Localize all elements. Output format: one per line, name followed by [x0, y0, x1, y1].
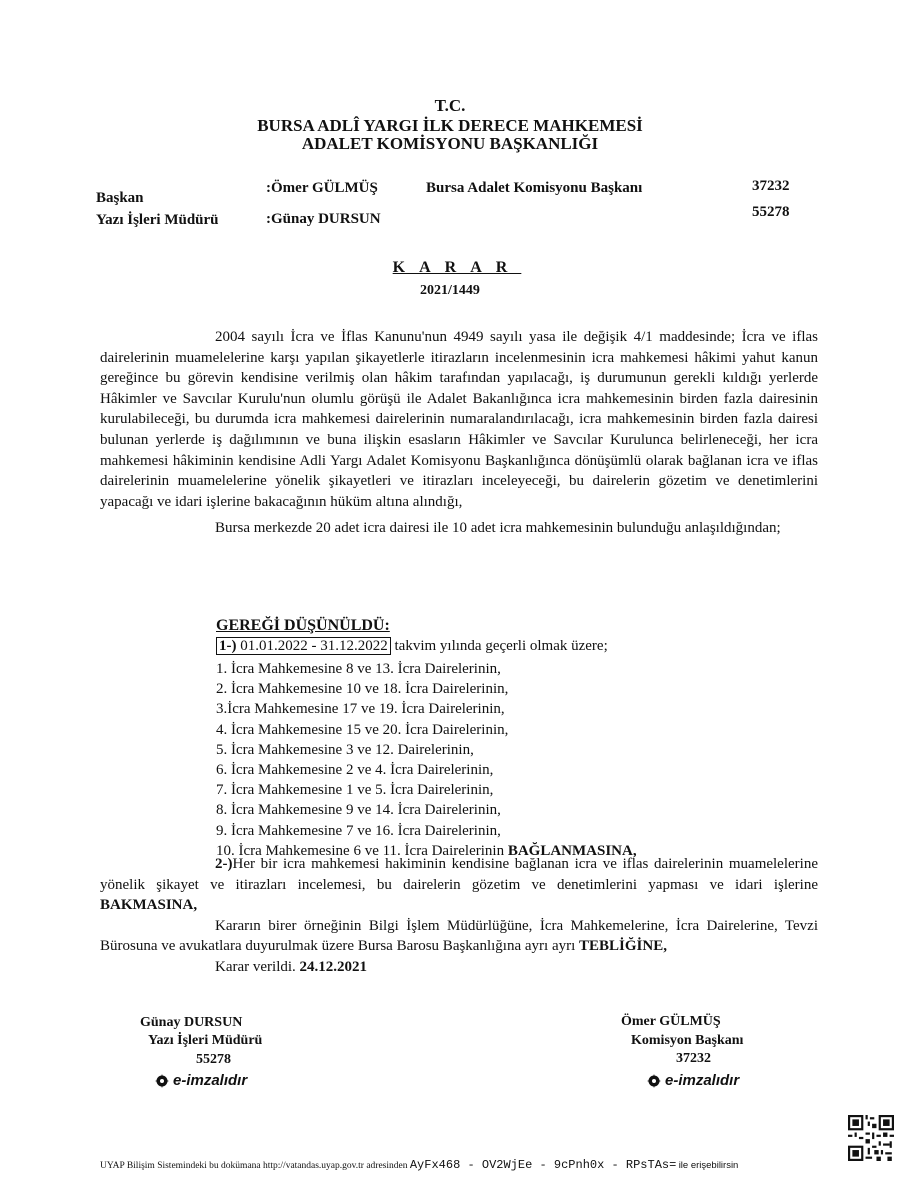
resolution-heading: GEREĞİ DÜŞÜNÜLDÜ: [216, 617, 390, 634]
right-signature-title: Komisyon Başkanı [631, 1033, 744, 1048]
qr-code-icon [848, 1115, 894, 1161]
right-signature-number: 37232 [676, 1051, 711, 1066]
header-tc: T.C. [434, 96, 466, 115]
list-item: 2. İcra Mahkemesine 10 ve 18. İcra Dairelerinin, [216, 681, 509, 698]
item-1-rest: takvim yılında geçerli olmak üzere; [390, 638, 608, 654]
clerk-number: 55278 [752, 204, 790, 220]
item-10-bold: BAĞLANMASINA, [507, 842, 637, 859]
item-2-paragraph [100, 854, 818, 916]
item-2-text: Her bir icra mahkemesi hakiminin kendisine bağlanan icra ve iflas dairelerinin muamelelerine yönelik şikayet ve itirazları incelemesi, bu dairelerin gözetim ve denetimlerini yapması ve idari işlerine [100, 856, 818, 893]
right-esign-label: e-imzalıdır [665, 1072, 740, 1089]
preamble-paragraph-2: Bursa merkezde 20 adet icra dairesi ile 10 adet icra mahkemesinin bulunduğu anlaşıldığından; [215, 520, 781, 537]
footer-text-end: ile erişebilirsin [678, 1160, 739, 1171]
clerk-name: :Günay DURSUN [266, 211, 381, 227]
footer-verification-code: AyFx468 - OV2WjEe - 9cPnh0x - RPsTAs= [409, 1158, 677, 1172]
footer [100, 1158, 738, 1172]
right-signature-name: Ömer GÜLMÜŞ [621, 1014, 721, 1029]
item-1-label: 1-) [219, 638, 237, 654]
preamble-paragraph-1: 2004 sayılı İcra ve İflas Kanunu'nun 4949 sayılı yasa ile değişik 4/1 maddesinde; İcra ve iflas dairelerinin muamelelerine karşı yapılan şikayetlerle itirazların incelenmesinin icra mahkemesi hâkimi yahut kanun gereğince bu görevin kendisine verilmiş olan hâkim tarafından yapılacağı, iş durumunun gerekli kıldığı yerlerde Hâkimler ve Savcılar Kurulu'nun olumlu görüşü ile Adalet Bakanlığınca icra mahkemesinin birden fazla dairesinin kurulabileceği, bu durumda icra mahkemesi dairelerinin numaralandırılacağı, icra mahkemesinin birden fazla dairesi bulunan yerlerde iş dağılımının ve buna ilişkin esasların Hâkimler ve Savcılar Kurulunca belirleneceği, her icra mahkemesi hâkiminin kendisine Adli Yargı Adalet Komisyonu Başkanlığınca dönüşümlü olarak bağlanan icra ve iflas dairelerinin muamelelerine yönelik şikayetleri ve itirazları inceleyeceği, bu dairelerin gözetim ve denetimlerini yapacağı ve idari işlerine bakacağının hüküm altına alındığı, [100, 329, 818, 510]
item-2-label: 2-) [215, 856, 233, 872]
list-item: 8. İcra Mahkemesine 9 ve 14. İcra Dairelerinin, [216, 802, 501, 819]
decision-date-line [100, 957, 818, 978]
preamble [100, 327, 818, 539]
item-1-box [216, 637, 391, 655]
notification-text: Kararın birer örneğinin Bilgi İşlem Müdürlüğüne, İcra Mahkemelerine, İcra Dairelerine, Tevzi Bürosuna ve avukatlara duyurulmak üzere Bursa Barosu Başkanlığına ayrı ayrı [100, 917, 818, 955]
left-signature-name: Günay DURSUN [140, 1015, 243, 1030]
item-1-dates: 01.01.2022 - 31.12.2022 [236, 638, 388, 654]
clerk-role: Yazı İşleri Müdürü [96, 212, 219, 228]
left-esign-label: e-imzalıdır [173, 1072, 248, 1089]
footer-text: UYAP Bilişim Sistemindeki bu dokümana http://vatandas.uyap.gov.tr adresinden [100, 1161, 408, 1171]
left-signature-title: Yazı İşleri Müdürü [148, 1033, 263, 1048]
list-item: 6. İcra Mahkemesine 2 ve 4. İcra Dairelerinin, [216, 762, 494, 779]
president-title: Bursa Adalet Komisyonu Başkanı [426, 180, 643, 196]
court-assignment-list [216, 659, 637, 861]
item-10-text: 10. İcra Mahkemesine 6 ve 11. İcra Dairelerinin [216, 842, 508, 859]
seal-icon [155, 1074, 169, 1088]
list-item: 4. İcra Mahkemesine 15 ve 20. İcra Dairelerinin, [216, 721, 509, 738]
left-signature-number: 55278 [196, 1052, 231, 1067]
decision-title [0, 259, 900, 277]
notification-paragraph [100, 916, 818, 957]
resolution-item-1 [216, 638, 608, 655]
right-esign [647, 1072, 739, 1089]
list-item: 5. İcra Mahkemesine 3 ve 12. Dairelerinin, [216, 741, 474, 758]
decision-title-text: KARAR [392, 259, 522, 276]
president-number: 37232 [752, 178, 790, 194]
seal-icon [647, 1074, 661, 1088]
president-role: Başkan [96, 190, 144, 206]
notification-bold: TEBLİĞİNE, [579, 938, 667, 955]
list-item: 7. İcra Mahkemesine 1 ve 5. İcra Dairelerinin, [216, 782, 494, 799]
header-commission: ADALET KOMİSYONU BAŞKANLIĞI [301, 134, 599, 153]
decision-number: 2021/1449 [420, 283, 480, 298]
left-esign [155, 1072, 247, 1089]
decision-date-label: Karar verildi. [215, 958, 300, 975]
decision-date: 24.12.2021 [299, 958, 368, 975]
resolution-item-2 [100, 854, 818, 978]
president-name: :Ömer GÜLMÜŞ [266, 180, 378, 196]
item-2-bold: BAKMASINA, [100, 897, 198, 914]
header-court: BURSA ADLÎ YARGI İLK DERECE MAHKEMESİ [257, 116, 643, 135]
list-item: 9. İcra Mahkemesine 7 ve 16. İcra Dairelerinin, [216, 822, 501, 839]
list-item: 1. İcra Mahkemesine 8 ve 13. İcra Dairelerinin, [216, 661, 501, 677]
list-item: 3.İcra Mahkemesine 17 ve 19. İcra Dairelerinin, [216, 701, 505, 718]
